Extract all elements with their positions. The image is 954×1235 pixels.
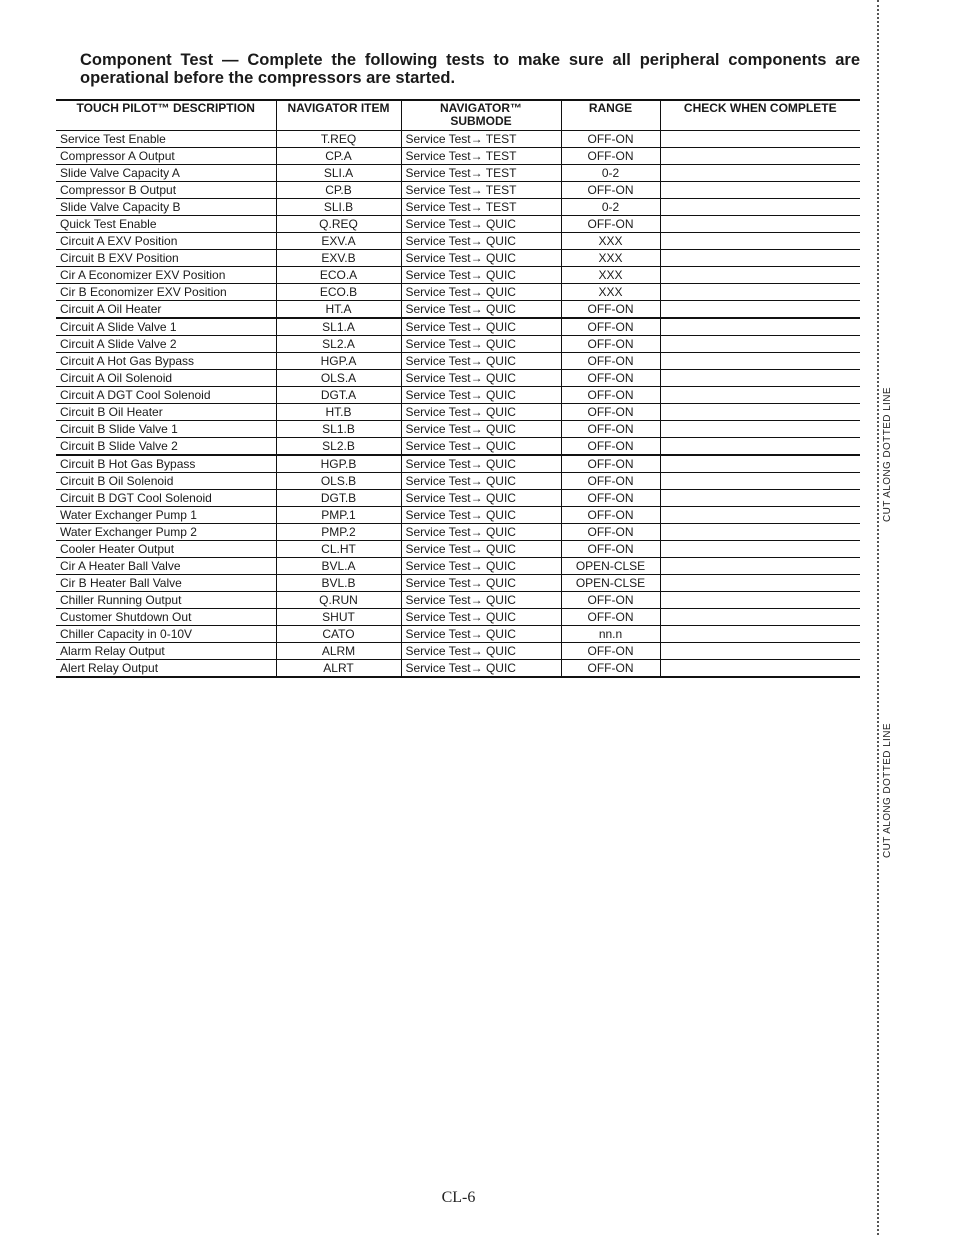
cut-label: CUT ALONG DOTTED LINE — [882, 387, 893, 522]
cell-check-when-complete[interactable] — [660, 353, 860, 370]
header-navigator-item: NAVIGATOR ITEM — [276, 100, 401, 131]
cell-check-when-complete[interactable] — [660, 131, 860, 148]
cell-navigator-item: HT.B — [276, 404, 401, 421]
table-row — [56, 233, 860, 250]
table-row — [56, 404, 860, 421]
cell-description: Alert Relay Output — [56, 660, 276, 678]
cell-range: OFF-ON — [561, 438, 660, 456]
cell-range: OFF-ON — [561, 609, 660, 626]
cell-description: Circuit A EXV Position — [56, 233, 276, 250]
cell-navigator-item: DGT.B — [276, 490, 401, 507]
table-row — [56, 438, 860, 456]
cell-check-when-complete[interactable] — [660, 336, 860, 353]
cell-range: OFF-ON — [561, 421, 660, 438]
table-row — [56, 165, 860, 182]
cell-range: OFF-ON — [561, 507, 660, 524]
cell-description: Chiller Running Output — [56, 592, 276, 609]
cell-navigator-submode: Service Test→ TEST — [401, 148, 561, 165]
cell-check-when-complete[interactable] — [660, 626, 860, 643]
cell-check-when-complete[interactable] — [660, 421, 860, 438]
page-number: CL-6 — [441, 1189, 476, 1206]
cell-description: Cir A Economizer EXV Position — [56, 267, 276, 284]
cell-check-when-complete[interactable] — [660, 575, 860, 592]
cell-check-when-complete[interactable] — [660, 250, 860, 267]
cell-check-when-complete[interactable] — [660, 524, 860, 541]
table-row — [56, 301, 860, 319]
header-submode-line1: NAVIGATOR™ — [439, 101, 522, 115]
cell-description: Slide Valve Capacity B — [56, 199, 276, 216]
cell-check-when-complete[interactable] — [660, 507, 860, 524]
cell-description: Cir B Heater Ball Valve — [56, 575, 276, 592]
cell-description: Circuit A Slide Valve 2 — [56, 336, 276, 353]
cell-check-when-complete[interactable] — [660, 490, 860, 507]
cell-navigator-item: SLI.A — [276, 165, 401, 182]
cell-description: Cir A Heater Ball Valve — [56, 558, 276, 575]
cell-range: nn.n — [561, 626, 660, 643]
cell-navigator-item: HGP.B — [276, 455, 401, 473]
cell-check-when-complete[interactable] — [660, 267, 860, 284]
cell-range: XXX — [561, 250, 660, 267]
cell-range: OFF-ON — [561, 404, 660, 421]
cell-description: Circuit B Oil Heater — [56, 404, 276, 421]
component-test-table — [56, 99, 860, 678]
cell-range: OFF-ON — [561, 216, 660, 233]
cell-check-when-complete[interactable] — [660, 387, 860, 404]
table-row — [56, 507, 860, 524]
cell-navigator-submode: Service Test→ TEST — [401, 165, 561, 182]
table-row — [56, 455, 860, 473]
cell-range: OFF-ON — [561, 455, 660, 473]
cell-navigator-item: OLS.A — [276, 370, 401, 387]
cell-description: Circuit B EXV Position — [56, 250, 276, 267]
cell-navigator-submode: Service Test→ QUIC — [401, 609, 561, 626]
cell-range: OFF-ON — [561, 387, 660, 404]
cell-navigator-item: SLI.B — [276, 199, 401, 216]
cell-navigator-submode: Service Test→ QUIC — [401, 387, 561, 404]
cell-navigator-submode: Service Test→ QUIC — [401, 421, 561, 438]
cell-navigator-item: Q.REQ — [276, 216, 401, 233]
cell-check-when-complete[interactable] — [660, 199, 860, 216]
cell-check-when-complete[interactable] — [660, 318, 860, 336]
cell-navigator-submode: Service Test→ QUIC — [401, 507, 561, 524]
cell-description: Circuit A DGT Cool Solenoid — [56, 387, 276, 404]
table-row — [56, 421, 860, 438]
cell-navigator-submode: Service Test→ QUIC — [401, 626, 561, 643]
cell-range: XXX — [561, 233, 660, 250]
cell-range: OFF-ON — [561, 318, 660, 336]
table-row — [56, 284, 860, 301]
cell-description: Cir B Economizer EXV Position — [56, 284, 276, 301]
cell-description: Cooler Heater Output — [56, 541, 276, 558]
cell-navigator-item: DGT.A — [276, 387, 401, 404]
cell-navigator-item: T.REQ — [276, 131, 401, 148]
cell-navigator-submode: Service Test→ QUIC — [401, 660, 561, 678]
cell-navigator-submode: Service Test→ QUIC — [401, 541, 561, 558]
cell-navigator-submode: Service Test→ QUIC — [401, 643, 561, 660]
table-row — [56, 318, 860, 336]
table-row — [56, 473, 860, 490]
cell-navigator-item: CL.HT — [276, 541, 401, 558]
cell-description: Circuit B Oil Solenoid — [56, 473, 276, 490]
cell-range: OPEN-CLSE — [561, 575, 660, 592]
table-row — [56, 660, 860, 678]
cell-description: Chiller Capacity in 0-10V — [56, 626, 276, 643]
table-row — [56, 609, 860, 626]
cell-navigator-item: BVL.B — [276, 575, 401, 592]
header-navigator-submode — [401, 100, 561, 131]
table-row — [56, 353, 860, 370]
cell-navigator-submode: Service Test→ QUIC — [401, 267, 561, 284]
cell-range: XXX — [561, 284, 660, 301]
cell-navigator-item: SL2.A — [276, 336, 401, 353]
table-row — [56, 387, 860, 404]
cell-navigator-item: PMP.2 — [276, 524, 401, 541]
cell-check-when-complete[interactable] — [660, 438, 860, 456]
cell-navigator-item: SHUT — [276, 609, 401, 626]
cell-check-when-complete[interactable] — [660, 404, 860, 421]
cell-description: Circuit A Slide Valve 1 — [56, 318, 276, 336]
table-body — [56, 131, 860, 678]
cell-range: OFF-ON — [561, 490, 660, 507]
cell-navigator-submode: Service Test→ QUIC — [401, 575, 561, 592]
cell-navigator-item: ALRM — [276, 643, 401, 660]
cell-range: OFF-ON — [561, 541, 660, 558]
cell-navigator-submode: Service Test→ QUIC — [401, 524, 561, 541]
cell-description: Circuit A Hot Gas Bypass — [56, 353, 276, 370]
table-row — [56, 643, 860, 660]
cell-range: OFF-ON — [561, 182, 660, 199]
table-row — [56, 541, 860, 558]
cell-navigator-submode: Service Test→ QUIC — [401, 455, 561, 473]
cell-description: Slide Valve Capacity A — [56, 165, 276, 182]
cell-navigator-submode: Service Test→ QUIC — [401, 438, 561, 456]
cell-check-when-complete[interactable] — [660, 284, 860, 301]
table-row — [56, 592, 860, 609]
cell-check-when-complete[interactable] — [660, 301, 860, 319]
cell-navigator-item: ECO.B — [276, 284, 401, 301]
cell-navigator-submode: Service Test→ QUIC — [401, 592, 561, 609]
cell-description: Compressor B Output — [56, 182, 276, 199]
cell-description: Circuit B Slide Valve 2 — [56, 438, 276, 456]
table-row — [56, 558, 860, 575]
cell-check-when-complete[interactable] — [660, 233, 860, 250]
cell-check-when-complete[interactable] — [660, 558, 860, 575]
table-row — [56, 148, 860, 165]
cell-navigator-submode: Service Test→ QUIC — [401, 404, 561, 421]
cell-description: Customer Shutdown Out — [56, 609, 276, 626]
cell-navigator-item: EXV.B — [276, 250, 401, 267]
cell-navigator-item: CP.B — [276, 182, 401, 199]
cell-description: Water Exchanger Pump 2 — [56, 524, 276, 541]
cell-navigator-item: HGP.A — [276, 353, 401, 370]
cell-navigator-submode: Service Test→ QUIC — [401, 301, 561, 319]
cell-check-when-complete[interactable] — [660, 609, 860, 626]
cell-description: Circuit B Slide Valve 1 — [56, 421, 276, 438]
table-row — [56, 267, 860, 284]
cell-range: OFF-ON — [561, 643, 660, 660]
cell-navigator-submode: Service Test→ QUIC — [401, 216, 561, 233]
dotted-cut-line — [877, 0, 879, 1235]
cell-check-when-complete[interactable] — [660, 148, 860, 165]
cell-navigator-item: HT.A — [276, 301, 401, 319]
cell-check-when-complete[interactable] — [660, 643, 860, 660]
cell-navigator-item: EXV.A — [276, 233, 401, 250]
cell-navigator-submode: Service Test→ QUIC — [401, 490, 561, 507]
cell-check-when-complete[interactable] — [660, 455, 860, 473]
cell-range: OFF-ON — [561, 524, 660, 541]
cell-range: OFF-ON — [561, 592, 660, 609]
cell-navigator-submode: Service Test→ TEST — [401, 131, 561, 148]
cell-check-when-complete[interactable] — [660, 182, 860, 199]
table-header-row — [56, 100, 860, 131]
table-row — [56, 182, 860, 199]
cell-navigator-item: ALRT — [276, 660, 401, 678]
table-row — [56, 626, 860, 643]
cell-navigator-submode: Service Test→ QUIC — [401, 353, 561, 370]
table-row — [56, 490, 860, 507]
cell-navigator-item: CP.A — [276, 148, 401, 165]
cell-navigator-item: OLS.B — [276, 473, 401, 490]
cell-navigator-submode: Service Test→ TEST — [401, 182, 561, 199]
table-row — [56, 336, 860, 353]
cell-navigator-submode: Service Test→ QUIC — [401, 370, 561, 387]
cell-navigator-submode: Service Test→ QUIC — [401, 558, 561, 575]
table-row — [56, 575, 860, 592]
cell-description: Alarm Relay Output — [56, 643, 276, 660]
cell-description: Circuit A Oil Solenoid — [56, 370, 276, 387]
cell-range: XXX — [561, 267, 660, 284]
cell-check-when-complete[interactable] — [660, 473, 860, 490]
cell-navigator-submode: Service Test→ QUIC — [401, 336, 561, 353]
cut-label: CUT ALONG DOTTED LINE — [882, 723, 893, 858]
cell-range: OFF-ON — [561, 370, 660, 387]
cell-navigator-item: Q.RUN — [276, 592, 401, 609]
header-check-when-complete: CHECK WHEN COMPLETE — [660, 100, 860, 131]
cell-navigator-item: BVL.A — [276, 558, 401, 575]
cell-check-when-complete[interactable] — [660, 541, 860, 558]
cell-check-when-complete[interactable] — [660, 592, 860, 609]
header-description: TOUCH PILOT™ DESCRIPTION — [76, 101, 255, 115]
table-row — [56, 250, 860, 267]
cell-check-when-complete[interactable] — [660, 165, 860, 182]
table-row — [56, 131, 860, 148]
cell-description: Service Test Enable — [56, 131, 276, 148]
cell-description: Circuit B DGT Cool Solenoid — [56, 490, 276, 507]
cell-navigator-item: ECO.A — [276, 267, 401, 284]
cell-check-when-complete[interactable] — [660, 370, 860, 387]
cell-range: OPEN-CLSE — [561, 558, 660, 575]
cell-range: OFF-ON — [561, 660, 660, 678]
section-heading: Component Test — Complete the following tests to make sure all peripheral components are operational before the compressors are started. — [80, 51, 860, 87]
header-submode-line2: SUBMODE — [450, 114, 512, 128]
cell-range: OFF-ON — [561, 353, 660, 370]
cell-range: OFF-ON — [561, 301, 660, 319]
cell-range: 0-2 — [561, 199, 660, 216]
table-row — [56, 199, 860, 216]
cell-description: Quick Test Enable — [56, 216, 276, 233]
table-row — [56, 370, 860, 387]
cell-navigator-item: SL2.B — [276, 438, 401, 456]
cell-navigator-item: SL1.A — [276, 318, 401, 336]
table-row — [56, 524, 860, 541]
cell-navigator-submode: Service Test→ QUIC — [401, 284, 561, 301]
cell-navigator-item: PMP.1 — [276, 507, 401, 524]
table-row — [56, 216, 860, 233]
cell-range: OFF-ON — [561, 148, 660, 165]
cell-description: Circuit A Oil Heater — [56, 301, 276, 319]
cell-navigator-submode: Service Test→ QUIC — [401, 233, 561, 250]
cell-range: OFF-ON — [561, 336, 660, 353]
cell-range: 0-2 — [561, 165, 660, 182]
cell-navigator-submode: Service Test→ QUIC — [401, 250, 561, 267]
cell-navigator-item: SL1.B — [276, 421, 401, 438]
cell-navigator-submode: Service Test→ QUIC — [401, 473, 561, 490]
header-range: RANGE — [561, 100, 660, 131]
cell-check-when-complete[interactable] — [660, 216, 860, 233]
cell-navigator-item: CATO — [276, 626, 401, 643]
cell-description: Circuit B Hot Gas Bypass — [56, 455, 276, 473]
cell-description: Compressor A Output — [56, 148, 276, 165]
cell-range: OFF-ON — [561, 131, 660, 148]
cell-navigator-submode: Service Test→ TEST — [401, 199, 561, 216]
cell-description: Water Exchanger Pump 1 — [56, 507, 276, 524]
cell-check-when-complete[interactable] — [660, 660, 860, 678]
cell-range: OFF-ON — [561, 473, 660, 490]
cell-navigator-submode: Service Test→ QUIC — [401, 318, 561, 336]
